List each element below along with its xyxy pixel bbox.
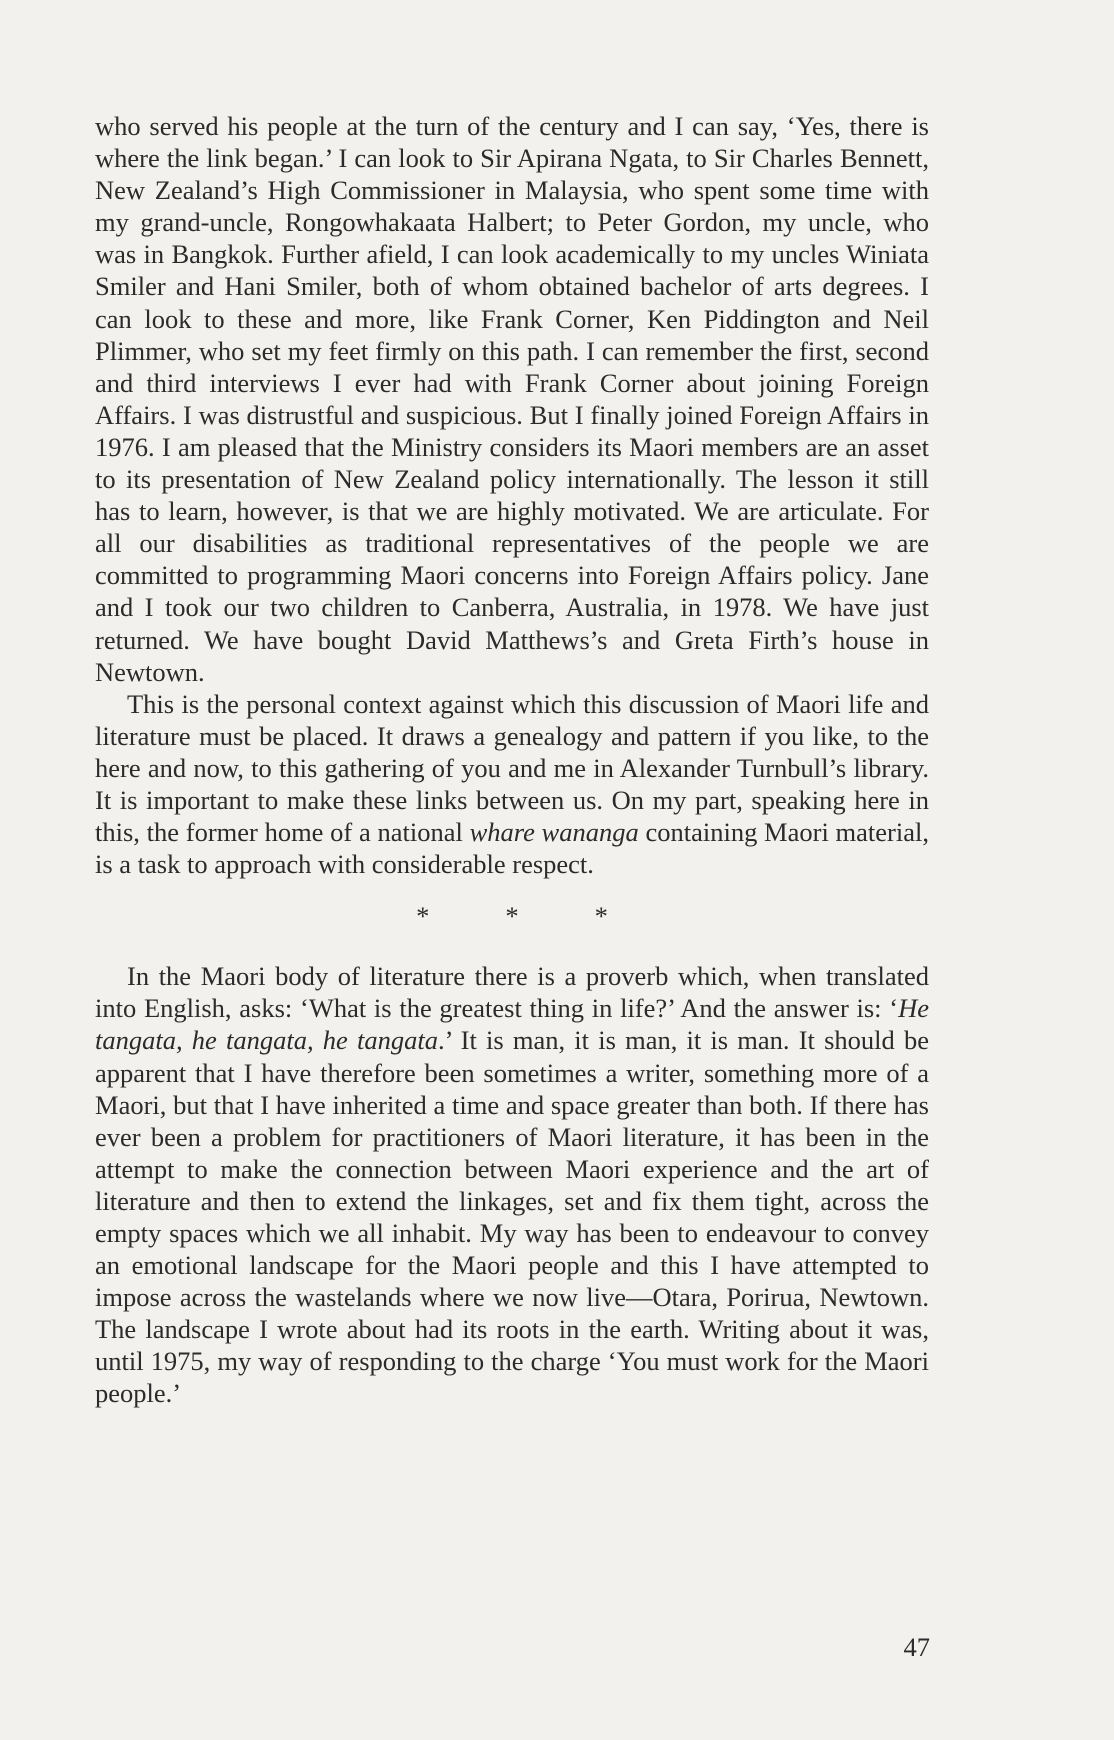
page-number: 47 [903,1632,930,1662]
paragraph-2-italic-term: whare wananga [469,817,639,848]
paragraph-2-text-a: This is the personal context against which this discussion of Maori life and literature must be placed. It draws a genealogy and pattern if you like, to the here and now, to this gathering of you and me in Alexander Turnbull’s library. It is important to make these links between us. On my part, speaking here in this, the former home of a national [95,688,929,848]
separator-star-2: * [505,901,519,932]
paragraph-2-text-b: containing Maori material, is a task to approach with considerable respect. [95,817,929,880]
separator-star-3: * [594,901,608,932]
paragraph-2 [95,688,929,881]
paragraph-1-text: who served his people at the turn of the century and I can say, ‘Yes, there is where the link began.’ I can look to Sir Apirana Ngata, to Sir Charles Bennett, New Zealand’s High Commissioner in Malaysia, who spent some time with my grand-uncle, Rongowhakaata Halbert; to Peter Gordon, my uncle, who was in Bangkok. Further afield, I can look academically to my uncles Winiata Smiler and Hani Smiler, both of whom obtained bachelor of arts degrees. I can look to these and more, like Frank Corner, Ken Piddington and Neil Plimmer, who set my feet firmly on this path. I can remember the first, second and third interviews I ever had with Frank Corner about joining Foreign Affairs. I was distrustful and suspicious. But I finally joined Foreign Affairs in 1976. I am pleased that the Ministry considers its Maori members are an asset to its presentation of New Zealand policy internationally. The lesson it still has to learn, however, is that we are highly motivated. We are articulate. For all our disabilities as traditional representatives of the people we are committed to programming Maori concerns into Foreign Affairs policy. Jane and I took our two children to Canberra, Australia, in 1978. We have just returned. We have bought David Matthews’s and Greta Firth’s house in Newtown. [95,111,929,687]
section-separator [95,880,929,960]
paragraph-3-italic-proverb: He tangata, he tangata, he tangata [95,993,929,1056]
paragraph-3-text-b: .’ It is man, it is man, it is man. It should be apparent that I have therefore been sometimes a writer, something more of a Maori, but that I have inherited a time and space greater than both. If there has ever been a problem for practitioners of Maori literature, it has been in the attempt to make the connection between Maori experience and the art of literature and then to extend the linkages, set and fix them tight, across the empty spaces which we all inhabit. My way has been to endeavour to convey an emotional landscape for the Maori people and this I have attempted to impose across the wastelands where we now live—Otara, Porirua, Newtown. The landscape I wrote about had its roots in the earth. Writing about it was, until 1975, my way of responding to the charge ‘You must work for the Maori people.’ [95,1025,929,1409]
paragraph-1 [95,110,929,688]
paragraph-3 [95,960,929,1409]
separator-star-1: * [416,901,430,932]
paragraph-3-text-a: In the Maori body of literature there is a proverb which, when translated into English, asks: ‘What is the greatest thing in life?’ And the answer is: ‘ [95,961,929,1024]
body-text [95,110,929,1410]
